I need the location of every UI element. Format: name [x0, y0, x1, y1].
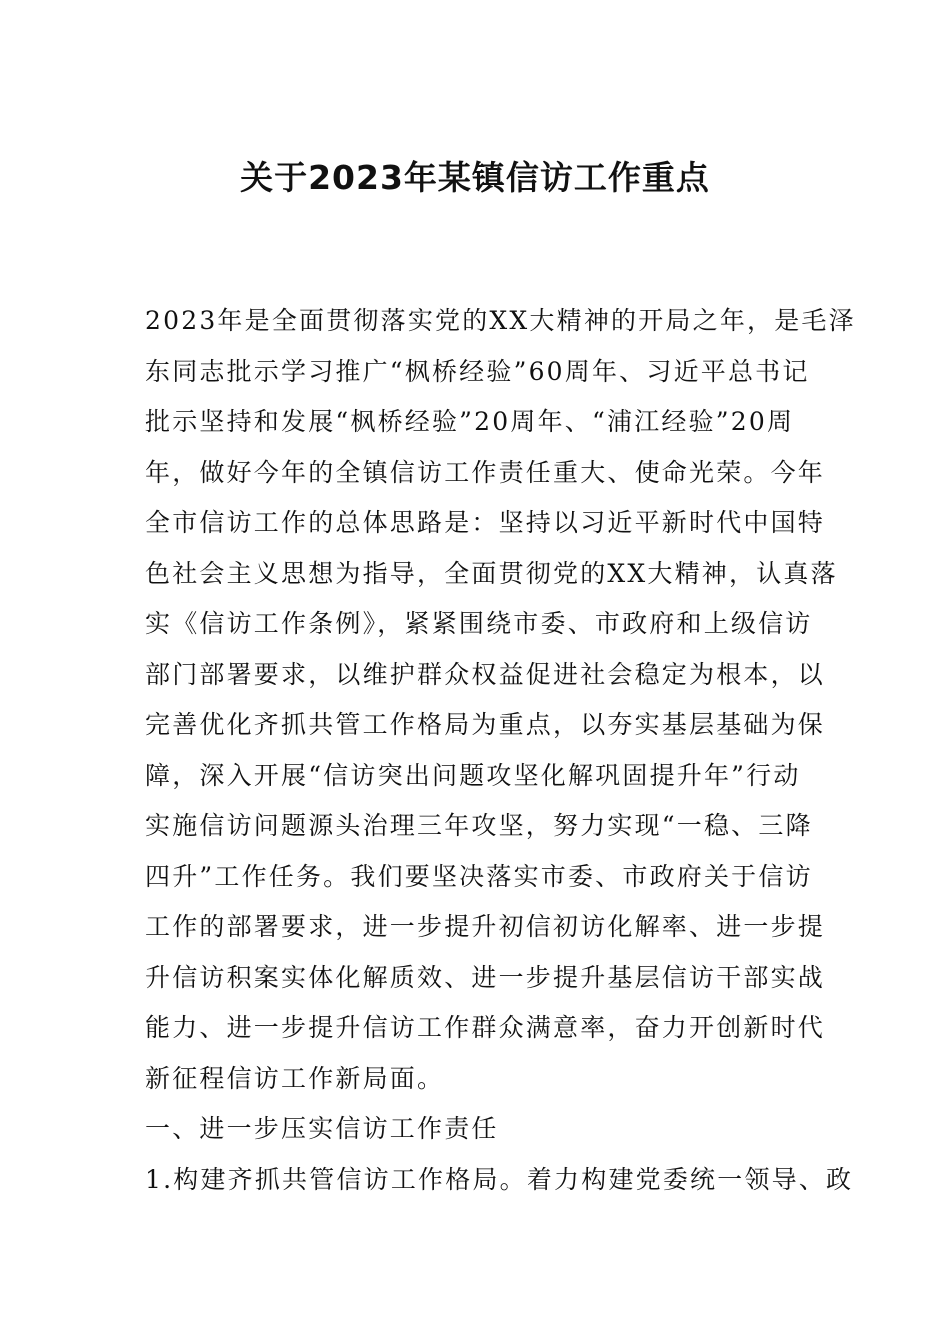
paragraph-line-2: 东同志批示学习推广“枫桥经验”60周年、习近平总书记: [145, 356, 810, 386]
paragraph-line-5: 全市信访工作的总体思路是：坚持以习近平新时代中国特: [145, 508, 826, 537]
section-heading: 一、进一步压实信访工作责任: [145, 1114, 499, 1143]
paragraph-line-1: 2023年是全面贯彻落实党的XX大精神的开局之年，是毛泽: [145, 306, 856, 335]
document-title: 关于2023年某镇信访工作重点: [240, 158, 710, 197]
paragraph-line-10: 障，深入开展“信访突出问题攻坚化解巩固提升年”行动: [145, 760, 801, 790]
paragraph-line-8: 部门部署要求，以维护群众权益促进社会稳定为根本，以: [145, 659, 826, 689]
paragraph-line-3: 批示坚持和发展“枫桥经验”20周年、“浦江经验”20周: [145, 407, 795, 436]
document-body: [145, 296, 856, 1205]
subsection-line-1: 1.构建齐抓共管信访工作格局。着力构建党委统一领导、政: [145, 1164, 854, 1194]
paragraph-line-6: 色社会主义思想为指导，全面贯彻党的XX大精神，认真落: [145, 558, 838, 588]
paragraph-line-7: 实《信访工作条例》，紧紧围绕市委、市政府和上级信访: [145, 609, 813, 638]
paragraph-line-15: 能力、进一步提升信访工作群众满意率，奋力开创新时代: [145, 1013, 826, 1042]
paragraph-line-14: 升信访积案实体化解质效、进一步提升基层信访干部实战: [145, 962, 826, 992]
paragraph-line-13: 工作的部署要求，进一步提升初信初访化解率、进一步提: [145, 912, 826, 941]
paragraph-line-4: 年，做好今年的全镇信访工作责任重大、使命光荣。今年: [145, 457, 826, 487]
paragraph-line-9: 完善优化齐抓共管工作格局为重点，以夯实基层基础为保: [145, 710, 826, 739]
paragraph-line-16: 新征程信访工作新局面。: [145, 1063, 445, 1093]
paragraph-line-12: 四升”工作任务。我们要坚决落实市委、市政府关于信访: [145, 861, 813, 891]
paragraph-line-11: 实施信访问题源头治理三年攻坚，努力实现“一稳、三降: [145, 811, 813, 840]
